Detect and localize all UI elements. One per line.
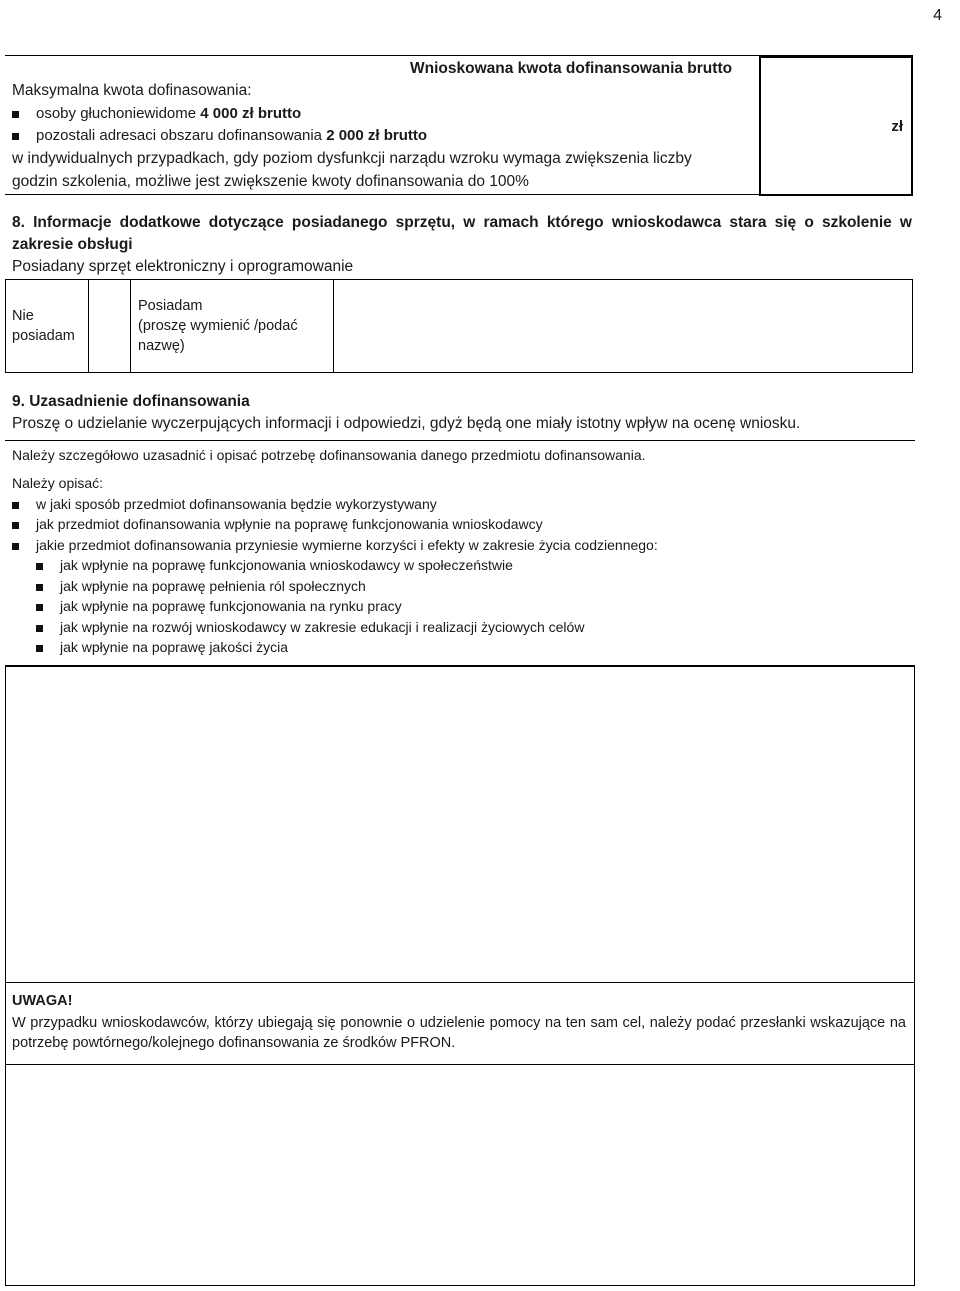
page-number: 4 [933,7,942,24]
bullet-square-icon [36,625,43,632]
instruction-bullet [36,496,437,512]
instruction-bullet-text: jak przedmiot dofinansowania wpłynie na poprawę funkcjonowania wnioskodawcy [36,516,543,532]
equipment-table [5,279,913,373]
currency-label: zł [891,118,903,135]
bullet-square-icon [12,133,19,140]
warning-text: W przypadku wnioskodawców, którzy ubiegają się ponownie o udzielenie pomocy na ten sam cel, należy podać przesłanki wskazujące na potrzebę powtórnego/kolejnego dofinansowania ze środków PFRON. [12,1015,906,1051]
section-8-heading: 8. Informacje dodatkowe dotyczące posiadanego sprzętu, w ramach którego wnioskodawca stara się o szkolenie w zakresie obsługi [12,214,912,253]
bullet-square-icon [36,584,43,591]
bullet-deafblind [36,105,301,122]
bullet-text: pozostali adresaci obszaru dofinansowania [36,127,327,144]
justification-answer-field[interactable] [5,665,915,983]
instruction-bullet [36,537,658,553]
instruction-sub-bullet-text: jak wpłynie na poprawę pełnienia ról społecznych [60,578,366,594]
not-owned-label [12,306,75,346]
instruction-sub-bullet [60,578,366,594]
section-9-subtitle: Proszę o udzielanie wyczerpujących informacji i odpowiedzi, gdyż będą one miały istotny wpływ na ocenę wniosku. [12,415,801,432]
instruction-bullet [36,516,543,532]
bullet-square-icon [12,111,19,118]
not-owned-label-cell [6,280,89,372]
section-8-subtitle: Posiadany sprzęt elektroniczny i oprogramowanie [12,258,354,275]
instruction-sub-bullet [60,639,288,655]
note-line-2: godzin szkolenia, możliwe jest zwiększenie kwoty dofinansowania do 100% [12,173,529,190]
amount-input-box[interactable] [759,56,913,196]
instruction-sub-bullet-text: jak wpłynie na rozwój wnioskodawcy w zakresie edukacji i realizacji życiowych celów [60,619,585,635]
bullet-square-icon [12,502,19,509]
bullet-other-recipients [36,127,427,144]
not-owned-checkbox-cell[interactable] [88,280,131,372]
instruction-line-2: Należy opisać: [12,475,104,491]
instruction-bullet-text: jakie przedmiot dofinansowania przyniesie wymierne korzyści i efekty w zakresie życia codziennego: [36,537,658,553]
instruction-sub-bullet-text: jak wpłynie na poprawę funkcjonowania na rynku pracy [60,598,402,614]
not-owned-label-line: Nie [12,308,34,324]
owned-label [138,296,298,356]
owned-label-line: (proszę wymienić /podać [138,318,298,334]
note-line-1: w indywidualnych przypadkach, gdy poziom dysfunkcji narządu wzroku wymaga zwiększenia liczby [12,150,692,167]
requested-amount-title: Wnioskowana kwota dofinansowania brutto [410,60,733,77]
warning-heading: UWAGA! [12,993,73,1009]
bullet-amount: 2 000 zł brutto [326,127,428,144]
bullet-square-icon [12,543,19,550]
not-owned-label-line: posiadam [12,328,75,344]
instruction-sub-bullet-text: jak wpłynie na poprawę jakości życia [60,639,288,655]
owned-label-line: Posiadam [138,298,203,314]
bullet-square-icon [36,645,43,652]
owned-label-cell [130,280,334,372]
bullet-text: osoby głuchoniewidome [36,105,201,122]
bullet-amount: 4 000 zł brutto [200,105,302,122]
bullet-square-icon [12,522,19,529]
bullet-square-icon [36,563,43,570]
max-amount-label: Maksymalna kwota dofinasowania: [12,82,252,99]
instruction-bullet-text: w jaki sposób przedmiot dofinansowania będzie wykorzystywany [36,496,437,512]
instruction-line-1: Należy szczegółowo uzasadnić i opisać potrzebę dofinansowania danego przedmiotu dofinansowania. [12,447,646,463]
owned-label-line: nazwę) [138,338,185,354]
instruction-sub-bullet [60,598,402,614]
instruction-sub-bullet-text: jak wpłynie na poprawę funkcjonowania wnioskodawcy w społeczeństwie [60,557,513,573]
section-9-heading: 9. Uzasadnienie dofinansowania [12,393,250,410]
instruction-sub-bullet [60,557,513,573]
repeat-funding-answer-field[interactable] [5,1064,915,1286]
bullet-square-icon [36,604,43,611]
instruction-sub-bullet [60,619,584,635]
